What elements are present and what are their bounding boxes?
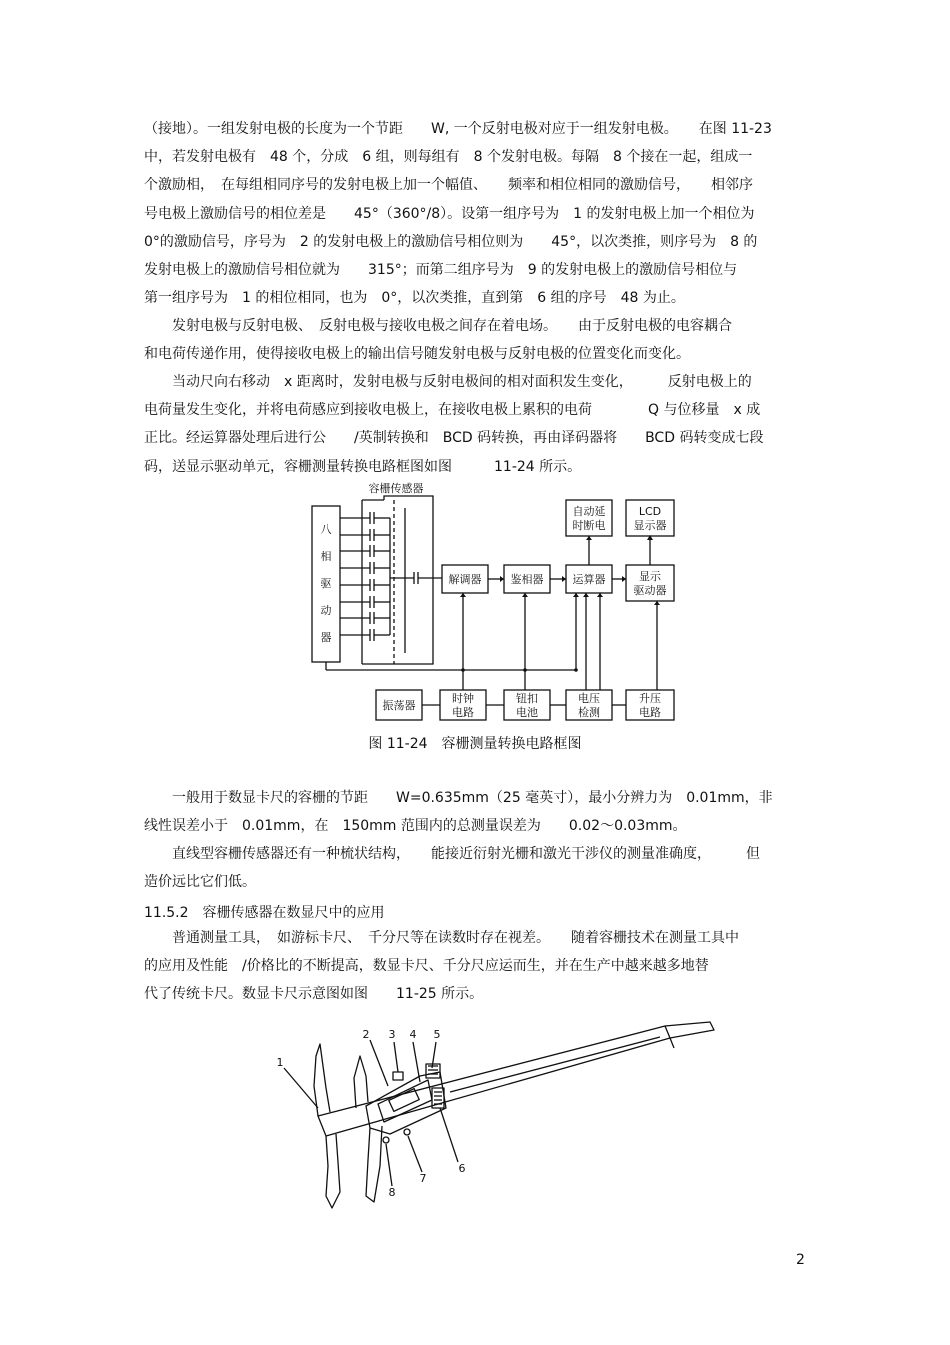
alu-label: 运算器 bbox=[572, 573, 606, 586]
lcd-label: LCD bbox=[638, 505, 662, 518]
text-line: 中，若发射电极有 48 个，分成 6 组，则每组有 8 个发射电极。每隔 8 个接在一起，组成一 bbox=[144, 149, 753, 166]
text-line: 线性误差小于 0.01mm，在 150mm 范围内的总测量误差为 0.02～0.03mm。 bbox=[144, 818, 687, 835]
text-line: 第一组序号为 1 的相位相同，也为 0°，以次类推，直到第 6 组的序号 48 为止。 bbox=[144, 290, 685, 307]
text-line: 发射电极上的激励信号相位就为 315°；而第二组序号为 9 的发射电极上的激励信号相位与 bbox=[144, 262, 738, 279]
display-driver-label: 显示 bbox=[639, 570, 661, 583]
lcd-label: 显示器 bbox=[633, 519, 667, 532]
oscillator-label: 振荡器 bbox=[382, 699, 416, 712]
text-line: 发射电极与反射电极、 反射电极与接收电极之间存在着电场。 由于反射电极的电容耦合 bbox=[144, 318, 732, 334]
caliper-label: 4 bbox=[409, 1028, 417, 1041]
clock-label: 时钟 bbox=[452, 692, 474, 705]
driver-label: 驱 bbox=[320, 577, 332, 590]
display-driver-label: 驱动器 bbox=[633, 584, 667, 597]
paragraph-6 bbox=[144, 924, 824, 1009]
battery-label: 电池 bbox=[516, 706, 538, 719]
caliper-label: 6 bbox=[458, 1162, 466, 1175]
caliper-label: 8 bbox=[388, 1186, 396, 1199]
text-line: 直线型容栅传感器还有一种梳状结构， 能接近衍射光栅和激光干涉仪的测量准确度， 但 bbox=[144, 846, 760, 862]
clock-label: 电路 bbox=[452, 706, 474, 719]
paragraph-3 bbox=[144, 368, 824, 481]
paragraph-1 bbox=[144, 115, 824, 312]
battery-label: 钮扣 bbox=[516, 692, 538, 705]
section-heading: 11.5.2 容栅传感器在数显尺中的应用 bbox=[144, 905, 385, 921]
driver-label: 相 bbox=[320, 550, 332, 563]
text-line: 一般用于数显卡尺的容栅的节距 W=0.635mm（25 毫英寸），最小分辨力为 0.01mm，非 bbox=[144, 790, 773, 806]
text-line: 的应用及性能 /价格比的不断提高，数显卡尺、千分尺应运而生，并在生产中越来越多地替 bbox=[144, 958, 709, 975]
text-line: 个激励相， 在每组相同序号的发射电极上加一个幅值、 频率和相位相同的激励信号， 相邻序 bbox=[144, 177, 753, 194]
demodulator-label: 解调器 bbox=[448, 573, 482, 586]
block-diagram bbox=[300, 478, 690, 728]
text-line: 造价远比它们低。 bbox=[144, 874, 256, 891]
timer-label: 时断电 bbox=[572, 519, 606, 532]
driver-label: 动 bbox=[320, 604, 332, 617]
phase-detector-label: 鉴相器 bbox=[510, 573, 544, 586]
paragraph-2 bbox=[144, 312, 824, 368]
voltage-detect-label: 电压 bbox=[578, 692, 600, 705]
text-line: 代了传统卡尺。数显卡尺示意图如图 11-25 所示。 bbox=[144, 986, 484, 1003]
paragraph-4 bbox=[144, 784, 824, 840]
driver-label: 器 bbox=[320, 631, 332, 644]
text-line: 号电极上激励信号的相位差是 45°（360°/8）。设第一组序号为 1 的发射电极上加一个相位为 bbox=[144, 205, 755, 222]
voltage-detect-label: 检测 bbox=[578, 706, 600, 719]
text-line: 电荷量发生变化，并将电荷感应到接收电极上，在接收电极上累积的电荷 Q 与位移量 x 成 bbox=[144, 402, 761, 419]
timer-label: 自动延 bbox=[572, 505, 606, 518]
caliper-label: 3 bbox=[388, 1028, 396, 1041]
text-line: 和电荷传递作用，使得接收电极上的输出信号随发射电极与反射电极的位置变化而变化。 bbox=[144, 346, 690, 363]
driver-label: 八 bbox=[320, 523, 332, 536]
caliper-label: 2 bbox=[362, 1028, 370, 1041]
text-line: （接地）。一组发射电极的长度为一个节距 W, 一个反射电极对应于一组发射电极。 在图 11-23 bbox=[144, 121, 772, 137]
text-line: 当动尺向右移动 x 距离时，发射电极与反射电极间的相对面积发生变化， 反射电极上的 bbox=[144, 374, 752, 390]
page-number: 2 bbox=[796, 1252, 805, 1268]
text-line: 正比。经运算器处理后进行公 /英制转换和 BCD 码转换，再由译码器将 BCD 码转变成七段 bbox=[144, 430, 764, 447]
caliper-illustration bbox=[270, 1016, 720, 1216]
paragraph-5 bbox=[144, 840, 824, 896]
boost-label: 升压 bbox=[639, 692, 661, 705]
text-line: 码，送显示驱动单元，容栅测量转换电路框图如图 11-24 所示。 bbox=[144, 458, 582, 475]
figure-caption: 图 11-24 容栅测量转换电路框图 bbox=[368, 736, 582, 752]
boost-label: 电路 bbox=[639, 706, 661, 719]
sensor-label: 容栅传感器 bbox=[368, 482, 424, 495]
text-line: 0°的激励信号，序号为 2 的发射电极上的激励信号相位则为 45°，以次类推，则序号为 8 的 bbox=[144, 233, 758, 250]
caliper-label: 5 bbox=[433, 1028, 441, 1041]
caliper-label: 7 bbox=[419, 1172, 427, 1185]
caliper-label: 1 bbox=[276, 1056, 284, 1069]
text-line: 普通测量工具， 如游标卡尺、 千分尺等在读数时存在视差。 随着容栅技术在测量工具中 bbox=[144, 930, 739, 946]
